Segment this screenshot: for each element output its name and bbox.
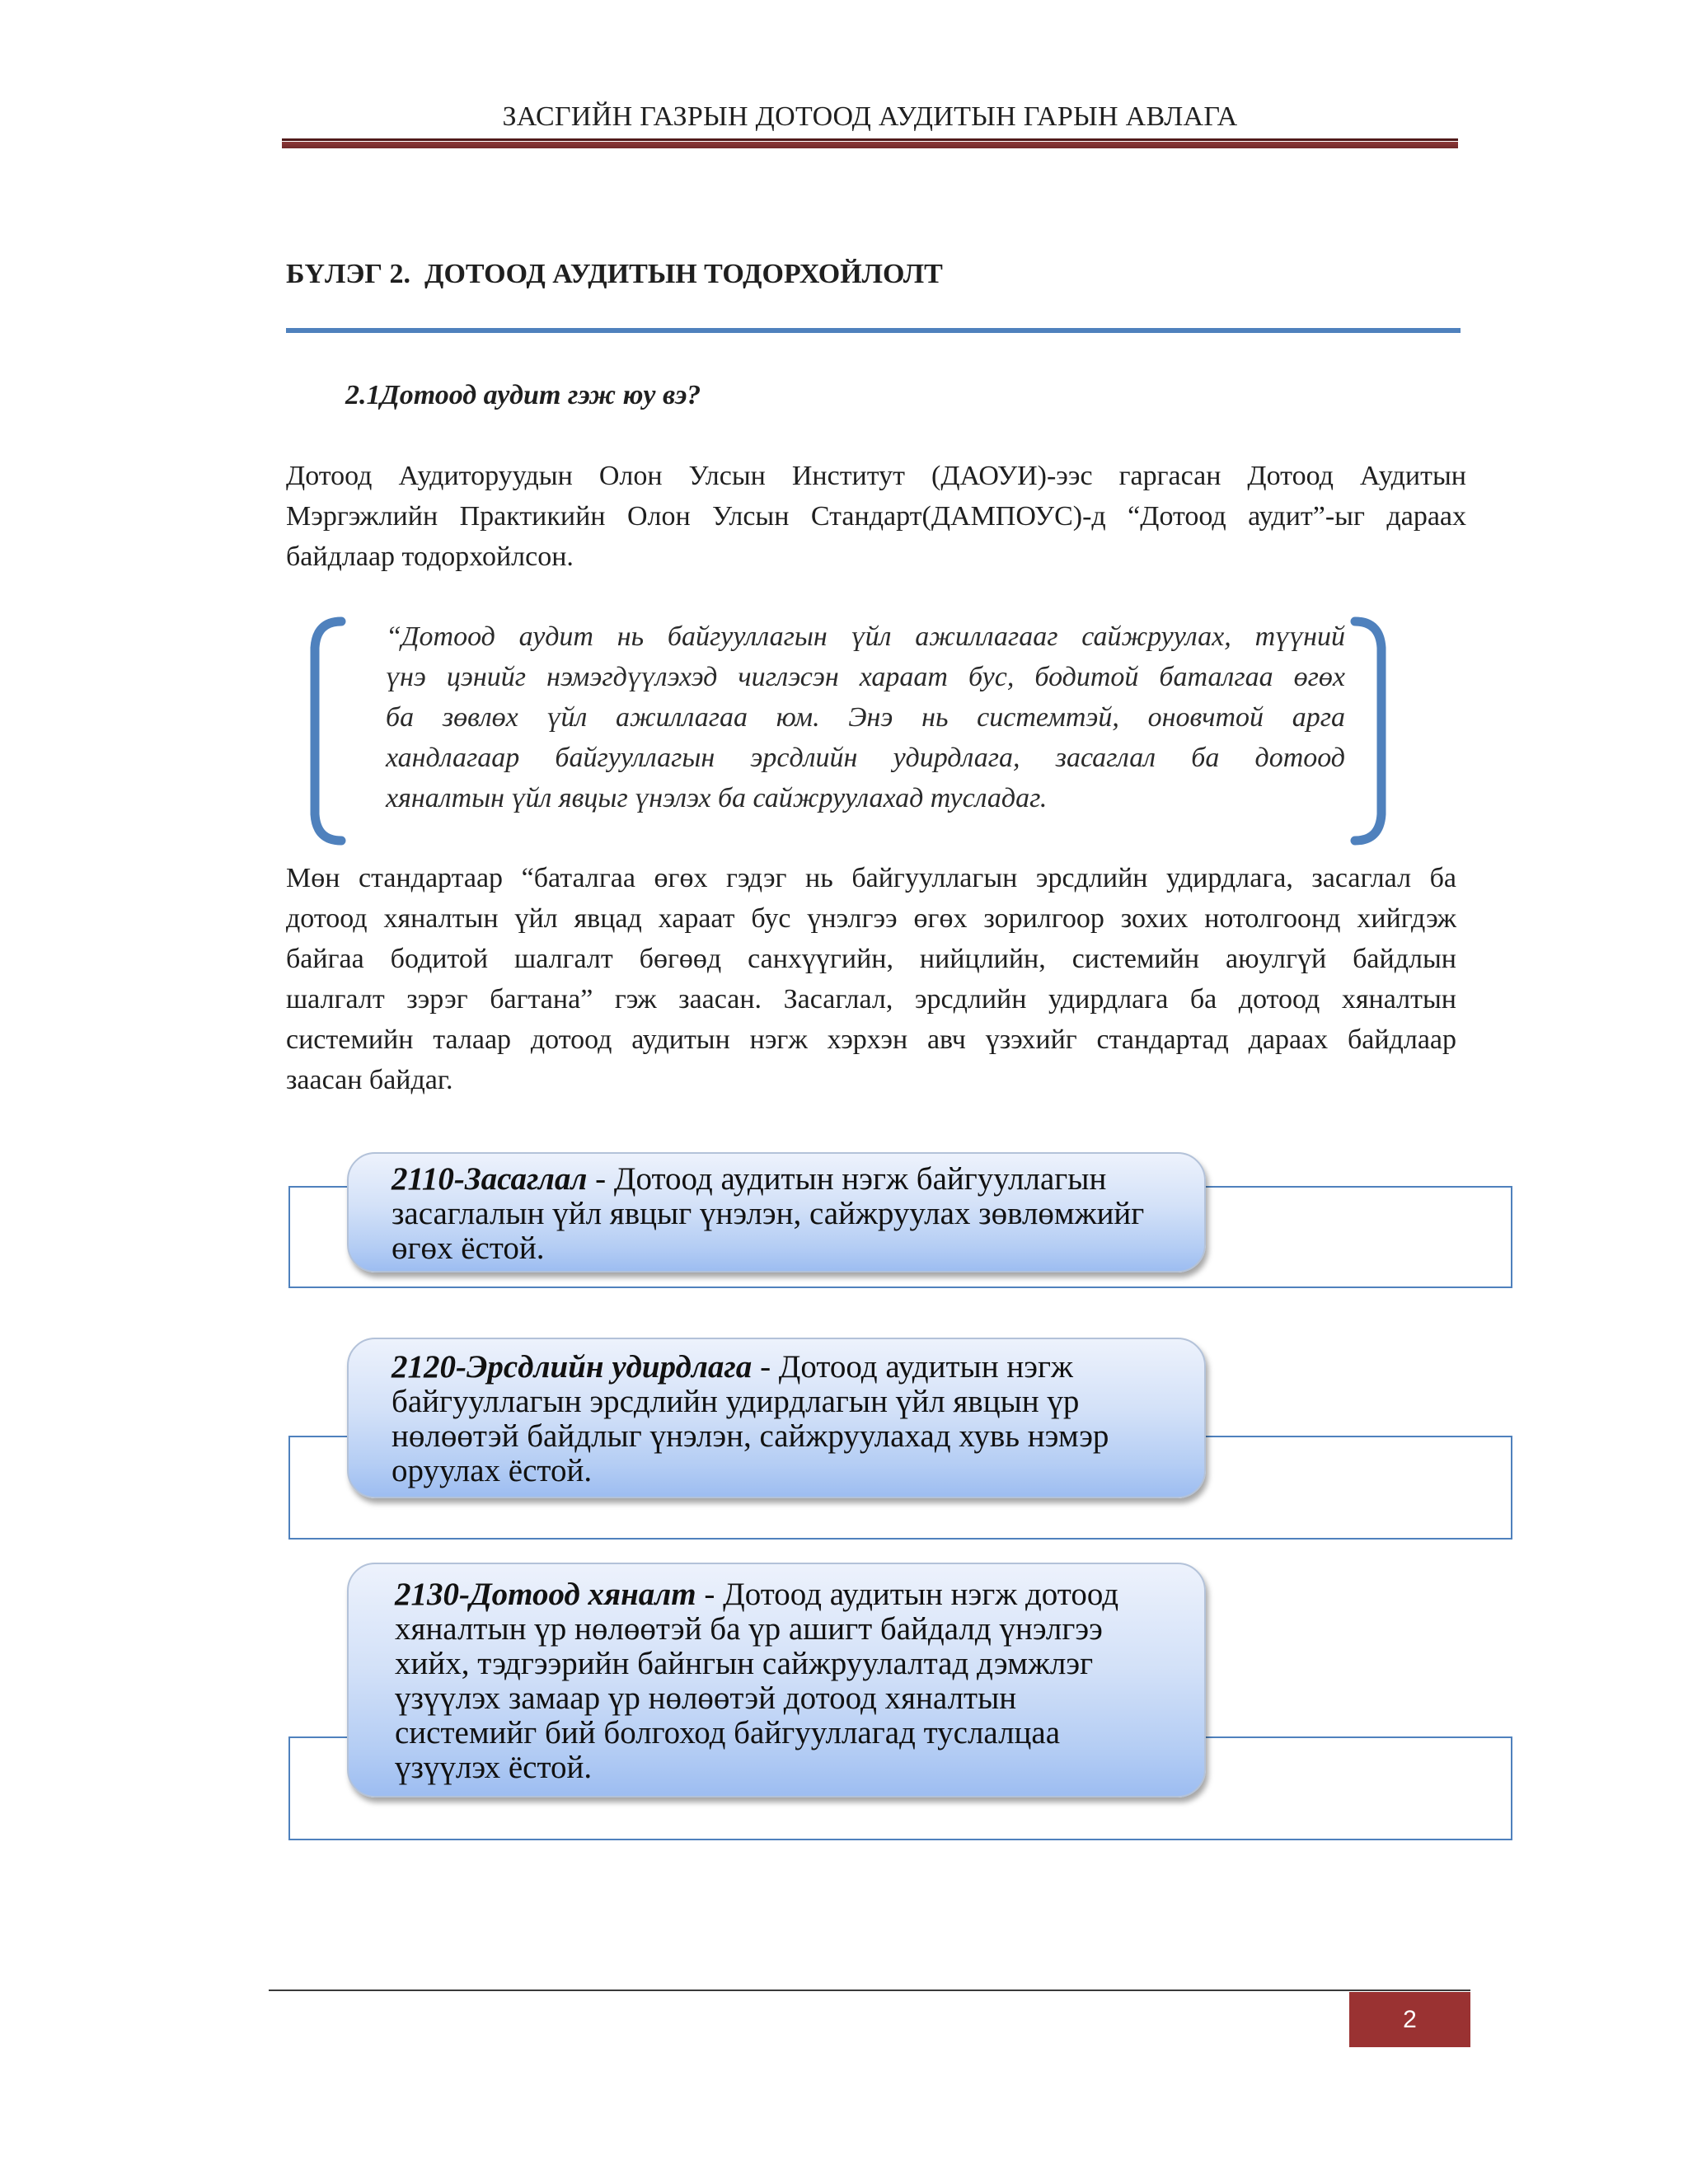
standard-description: - Дотоод аудитын нэгж дотоод bbox=[696, 1577, 1119, 1612]
paragraph-line: Дотоод Аудиторуудын Олон Улсын Институт (ДАОУИ)-ээс гаргасан Дотоод Аудитын bbox=[286, 461, 1466, 491]
standard-line: засаглалын үйл явцыг үнэлэн, сайжруулах зөвлөмжийг bbox=[392, 1196, 1145, 1231]
document-header-title: ЗАСГИЙН ГАЗРЫН ДОТООД АУДИТЫН ГАРЫН АВЛАГА bbox=[502, 101, 1238, 132]
page-number-badge bbox=[1349, 1992, 1470, 2047]
standard-text-2130 bbox=[395, 1577, 1118, 1785]
paragraph-line: дотоод хяналтын үйл явцад хараат бус үнэлгээ өгөх зорилгоор зохих нотолгоонд хийгдэж bbox=[286, 903, 1456, 934]
standard-line: хяналтын үр нөлөөтэй ба үр ашигт байдалд үнэлгээ bbox=[395, 1611, 1103, 1647]
standard-paragraph bbox=[286, 858, 1456, 1100]
standard-line: өгөх ёстой. bbox=[392, 1230, 545, 1266]
standard-line: системийг бий болгоход байгууллагад туслалцаа bbox=[395, 1715, 1061, 1750]
paragraph-line: байдлаар тодорхойлсон. bbox=[286, 541, 574, 572]
paragraph-line: байгаа бодитой шалгалт бөгөөд санхүүгийн, нийцлийн, системийн аюулгүй байдлын bbox=[286, 944, 1456, 974]
intro-paragraph bbox=[286, 456, 1466, 577]
standard-line bbox=[392, 1162, 1144, 1197]
page-number: 2 bbox=[1403, 2005, 1417, 2033]
standard-line: байгууллагын эрсдлийн удирдлагын үйл явцын үр bbox=[392, 1384, 1080, 1419]
chapter-title: БҮЛЭГ 2. ДОТООД АУДИТЫН ТОДОРХОЙЛОЛТ bbox=[286, 259, 943, 289]
paragraph-line: Мөн стандартаар “баталгаа өгөх гэдэг нь байгууллагын эрсдлийн удирдлага, засаглал ба bbox=[286, 863, 1456, 893]
standard-text-2120 bbox=[392, 1350, 1109, 1488]
header-divider bbox=[282, 138, 1458, 148]
standard-box-2120 bbox=[347, 1338, 1206, 1498]
standard-code: 2130-Дотоод хяналт bbox=[395, 1577, 696, 1612]
standard-box-2130 bbox=[347, 1563, 1206, 1797]
paragraph-line: Мэргэжлийн Практикийн Олон Улсын Стандарт(ДАМПОУС)-д “Дотоод аудит”-ыг дараах bbox=[286, 501, 1466, 532]
footer-divider bbox=[269, 1990, 1470, 1991]
standard-description: - Дотоод аудитын нэгж bbox=[752, 1349, 1073, 1385]
standard-line bbox=[392, 1350, 1109, 1385]
left-bracket-icon bbox=[303, 615, 348, 847]
standard-line: оруулах ёстой. bbox=[392, 1453, 593, 1488]
standard-text-2110 bbox=[392, 1162, 1144, 1266]
right-bracket-icon bbox=[1348, 615, 1393, 847]
paragraph-line: шалгалт зэрэг багтана” гэж заасан. Засаглал, эрсдлийн удирдлага ба дотоод хяналтын bbox=[286, 984, 1456, 1015]
quote-line: ба зөвлөх үйл ажиллагаа юм. Энэ нь системтэй, оновчтой арга bbox=[386, 702, 1345, 733]
standard-line bbox=[395, 1577, 1118, 1612]
standard-line: хийх, тэдгээрийн байнгын сайжруулалтад дэмжлэг bbox=[395, 1646, 1094, 1681]
standard-line: үзүүлэх замаар үр нөлөөтэй дотоод хяналтын bbox=[395, 1680, 1017, 1716]
standard-code: 2110-Засаглал bbox=[392, 1161, 588, 1197]
quote-line: үнэ цэнийг нэмэгдүүлэхэд чиглэсэн хараат бус, бодитой баталгаа өгөх bbox=[386, 662, 1345, 692]
quote-line: “Дотоод аудит нь байгууллагын үйл ажиллагааг сайжруулах, түүний bbox=[386, 621, 1345, 652]
paragraph-line: заасан байдаг. bbox=[286, 1065, 453, 1095]
section-heading: 2.1Дотоод аудит гэж юу вэ? bbox=[345, 380, 701, 410]
definition-quote bbox=[386, 616, 1345, 818]
quote-line: хяналтын үйл явцыг үнэлэх ба сайжруулахад тусладаг. bbox=[386, 783, 1048, 813]
standard-description: - Дотоод аудитын нэгж байгууллагын bbox=[587, 1161, 1107, 1197]
standard-box-2110 bbox=[347, 1152, 1206, 1272]
standard-line: үзүүлэх ёстой. bbox=[395, 1750, 593, 1785]
chapter-divider bbox=[286, 328, 1461, 333]
standard-code: 2120-Эрсдлийн удирдлага bbox=[392, 1349, 753, 1385]
standard-line: нөлөөтэй байдлыг үнэлэн, сайжруулахад хувь нэмэр bbox=[392, 1418, 1109, 1454]
quote-line: хандлагаар байгууллагын эрсдлийн удирдлага, засаглал ба дотоод bbox=[386, 743, 1345, 773]
paragraph-line: системийн талаар дотоод аудитын нэгж хэрхэн авч үзэхийг стандартад дараах байдлаар bbox=[286, 1024, 1456, 1055]
